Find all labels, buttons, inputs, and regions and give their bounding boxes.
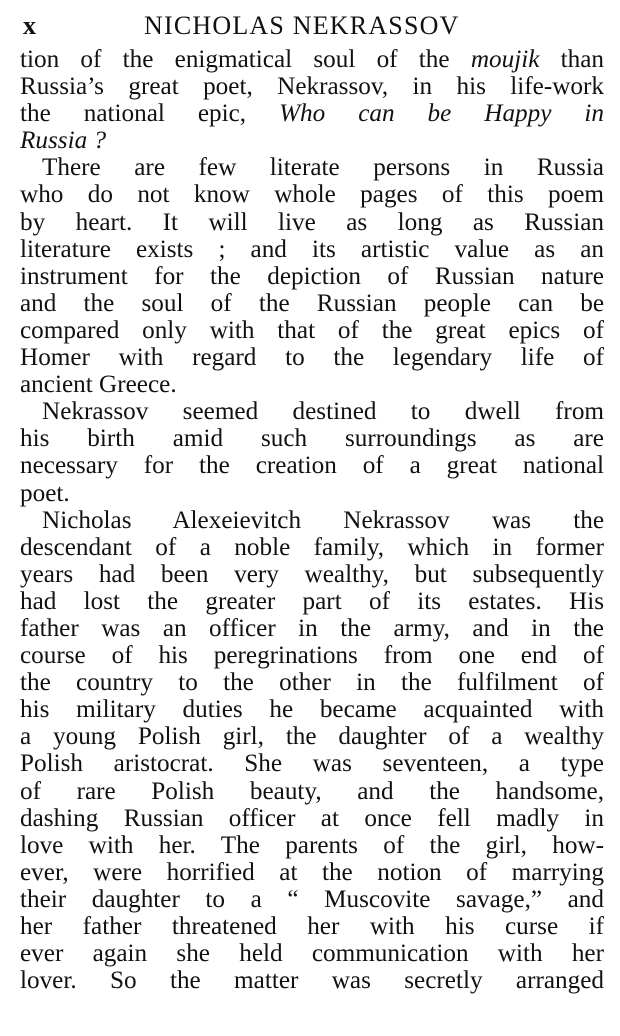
- text-run: compared only with that of the great epics of: [20, 316, 604, 344]
- text-run: ancient Greece.: [20, 371, 177, 399]
- paragraph: [20, 507, 604, 995]
- text-line: [20, 236, 604, 263]
- text-line: [20, 290, 604, 317]
- text-line: [20, 561, 604, 588]
- paragraph: [20, 154, 604, 398]
- text-run: dashing Russian officer at once fell madly in: [20, 804, 604, 832]
- text-line: [20, 181, 604, 208]
- text-line: [20, 73, 604, 100]
- text-run: Russia’s great poet, Nekrassov, in his life-work: [20, 73, 604, 101]
- text-line: [20, 723, 604, 750]
- text-line: [20, 263, 604, 290]
- text-line: [20, 967, 604, 994]
- text-line: [20, 832, 604, 859]
- text-line: [20, 100, 604, 127]
- text-line: [20, 940, 604, 967]
- text-line: [20, 154, 604, 181]
- text-line: [20, 46, 604, 73]
- text-line: [20, 669, 604, 696]
- text-run: than: [539, 46, 604, 73]
- text-run: lover. So the matter was secretly arranged: [20, 967, 604, 995]
- text-run: ever again she held communication with her: [20, 940, 604, 968]
- text-line: [20, 344, 604, 371]
- text-run: There are few literate persons in Russia: [42, 154, 604, 182]
- text-run: instrument for the depiction of Russian nature: [20, 262, 604, 290]
- text-line: [20, 534, 604, 561]
- text-run: had lost the greater part of its estates. His: [20, 587, 604, 615]
- text-line: [20, 615, 604, 642]
- text-run: her father threatened her with his curse if: [20, 913, 604, 940]
- text-line: [20, 425, 604, 452]
- text-run: ever, were horrified at the notion of marrying: [20, 858, 604, 886]
- text-run: a young Polish girl, the daughter of a wealthy: [20, 723, 604, 751]
- text-run: of rare Polish beauty, and the handsome,: [20, 777, 604, 805]
- text-run: literature exists ; and its artistic value as an: [20, 235, 604, 263]
- text-line: [20, 371, 604, 398]
- text-line: [20, 642, 604, 669]
- paragraph: [20, 46, 604, 154]
- italic-text: moujik: [470, 46, 540, 73]
- paragraph: [20, 398, 604, 506]
- text-line: [20, 913, 604, 940]
- text-run: years had been very wealthy, but subsequently: [20, 560, 604, 588]
- page-header: [20, 6, 604, 46]
- text-run: father was an officer in the army, and in the: [20, 614, 604, 642]
- text-run: love with her. The parents of the girl, how-: [20, 831, 604, 859]
- text-line: [20, 127, 604, 154]
- text-run: his military duties he became acquainted with: [20, 696, 604, 724]
- text-line: [20, 778, 604, 805]
- text-line: [20, 750, 604, 777]
- running-head: NICHOLAS NEKRASSOV: [144, 11, 460, 40]
- text-run: Polish aristocrat. She was seventeen, a type: [20, 750, 604, 778]
- text-run: descendant of a noble family, which in former: [20, 533, 604, 561]
- italic-text: Russia ?: [20, 127, 107, 155]
- text-run: the national epic,: [20, 100, 280, 128]
- text-line: [20, 209, 604, 236]
- text-run: who do not know whole pages of this poem: [20, 181, 604, 209]
- text-run: the country to the other in the fulfilment of: [20, 669, 604, 697]
- text-line: [20, 507, 604, 534]
- italic-text: Who can be Happy in: [279, 100, 604, 128]
- body-text: [20, 46, 604, 994]
- text-run: Nicholas Alexeievitch Nekrassov was the: [42, 506, 604, 534]
- text-run: necessary for the creation of a great national: [20, 452, 604, 480]
- text-run: and the soul of the Russian people can be: [20, 289, 604, 317]
- text-run: tion of the enigmatical soul of the: [20, 46, 471, 73]
- text-line: [20, 398, 604, 425]
- text-line: [20, 317, 604, 344]
- text-run: by heart. It will live as long as Russian: [20, 208, 604, 236]
- text-line: [20, 805, 604, 832]
- text-line: [20, 859, 604, 886]
- text-run: course of his peregrinations from one end of: [20, 642, 604, 670]
- text-run: their daughter to a “ Muscovite savage,” and: [20, 885, 604, 913]
- text-line: [20, 452, 604, 479]
- text-line: [20, 480, 604, 507]
- page-number: x: [23, 11, 37, 40]
- text-run: Nekrassov seemed destined to dwell from: [42, 398, 604, 426]
- book-page: [20, 6, 604, 994]
- text-run: his birth amid such surroundings as are: [20, 425, 604, 453]
- text-line: [20, 696, 604, 723]
- text-run: Homer with regard to the legendary life of: [20, 344, 604, 372]
- text-line: [20, 886, 604, 913]
- text-run: poet.: [20, 479, 70, 507]
- text-line: [20, 588, 604, 615]
